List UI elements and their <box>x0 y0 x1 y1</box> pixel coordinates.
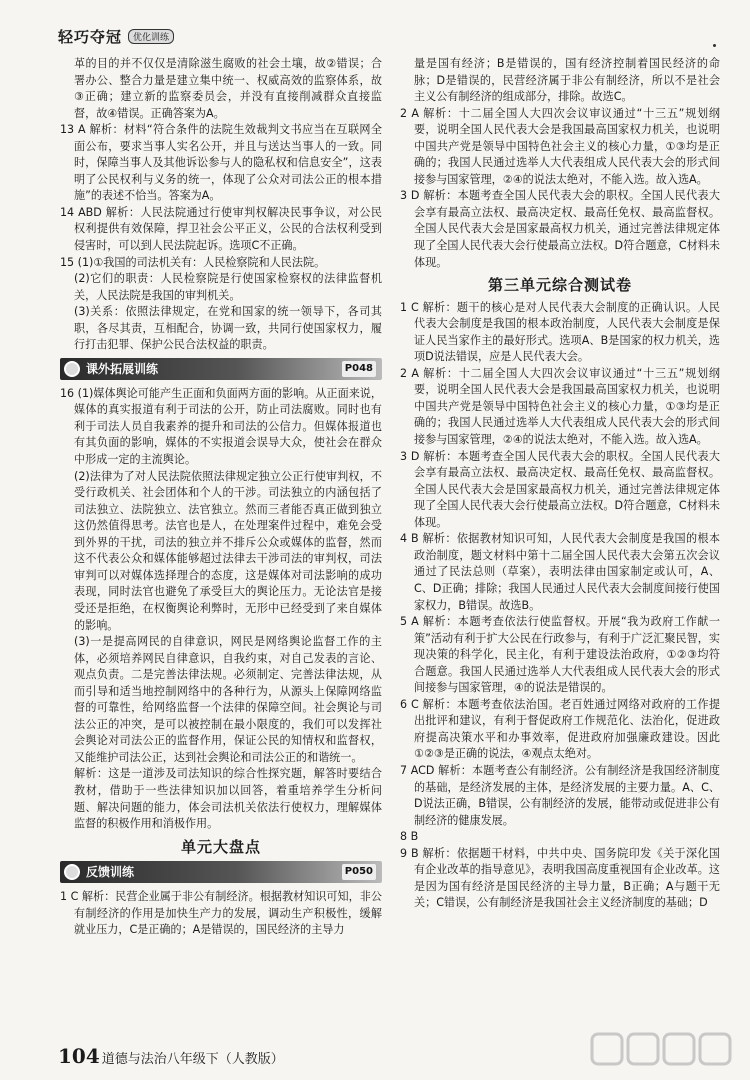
band-label: 反馈训练 <box>86 864 135 879</box>
answer-13: 13 A 解析：材料“符合条件的法院生效裁判文书应当在互联网全面公布，要求当事人实名公开，并且与送达当事人的一致。同时，保障当事人及其他诉讼参与人的隐私权和信息安全”，这表明了公民权利与义务的统一，体现了公众对司法公正的根本措施”的表述不恰当。答案为A。 <box>60 123 382 203</box>
section-title-review: 单元大盘点 <box>180 837 261 856</box>
answer-continued: 量是国有经济；B是错误的，国有经济控制着国民经济的命脉；D是错误的，民营经济属于非公有制经济，所以不是社会主义公有制经济的组成部分，排除。故选C。 <box>414 57 720 104</box>
left-column <box>60 56 382 939</box>
answer-15-2: (2)它们的职责：人民检察院是行使国家检察权的法律监督机关，人民法院是我国的审判机关。 <box>74 272 382 302</box>
answer-feedback-2: 2 A 解析：十二届全国人大四次会议审议通过“十三五”规划纲要，说明全国人民代表大会是我国最高国家权力机关，也说明中国共产党是领导中国特色社会主义的核心力量，①③均是正确的；我国人民通过选举人大代表组成人民代表大会的形式间接参与国家管理，②④的说法太绝对，不能入选。故入选A。 <box>400 106 720 186</box>
section-band-feedback <box>60 861 382 883</box>
answer-test-4: 4 B 解析：依据教材知识可知，人民代表大会制度是我国的根本政治制度，题文材料中第十二届全国人民代表大会第五次会议通过了民法总则（草案），表明法律由国家制定或认可，A、C、D正确；排除；我国人民通过人民代表大会制度间接行使国家权力，B错误。故选B。 <box>400 532 720 612</box>
answer-16-2: (2)法律为了对人民法院依照法律规定独立公正行使审判权，不受行政机关、社会团体和个人的干涉。司法独立的内涵包括了司法独立、法院独立、法官独立。然而三者能否真正做到独立这仍然值得思考。法官也是人，在处理案件过程中，难免会受到外界的干扰，司法的独立并不排斥公众或媒体的监督，然而这不代表公众和媒体能够超过法律去干涉司法的审判权，司法审判可以对媒体选择理合的态度，这是媒体对司法影响的成功表现，同时法官也避免了承受巨大的舆论压力。无论法官是接受还是拒绝，在权衡舆论利弊时，无形中已经受到了来自媒体的影响。 <box>74 469 382 632</box>
answer-test-8: 8 B <box>400 830 419 844</box>
page-reference: P048 <box>342 361 376 378</box>
page-reference: P050 <box>342 864 376 881</box>
answer-test-3: 3 D 解析：本题考查全国人民代表大会的职权。全国人民代表大会享有最高立法权、最高决定权、最高任免权、最高监督权。全国人民代表大会是国家最高权力机关，通过完善法律规定体现了全国人民代表大会行使最高立法权。D符合题意，C材料未体现。 <box>400 449 720 529</box>
answer-14: 14 ABD 解析：人民法院通过行使审判权解决民事争议，对公民权利提供有效保障，捍卫社会公平正义，公民的合法权利受到侵害时，可以到人民法院起诉。选项C不正确。 <box>60 205 382 253</box>
answer-15-1: 15 (1)①我国的司法机关有：人民检察院和人民法院。 <box>60 255 326 269</box>
ball-icon <box>64 864 80 880</box>
brand-tag: 优化训练 <box>128 29 174 44</box>
answer-16-3: (3)一是提高网民的自律意识，网民是网络舆论监督工作的主体，必须培养网民自律意识，自我约束，对自己发表的言论、观点负责。二是完善法律法规。必须制定、完善法律法规，从而引导和适当地控制网络中的各种行为，从源头上保障网络监督的可靠性，给网络监督一个法律的保障空间。社会舆论与司法公正的冲突，是可以被控制在最小限度的，我们可以发挥社会舆论对司法公正的监督作用，保证公民的知情权和监督权，又能维护司法公正，达到社会舆论和司法公正的和谐统一。 <box>74 635 382 764</box>
answer-16-note: 解析：这是一道涉及司法知识的综合性探究题，解答时要结合教材，借助于一些法律知识加以回答，着重培养学生分析问题、解决问题的能力，体会司法机关依法行使权力，理解媒体监督的积极作用和消极作用。 <box>74 767 382 831</box>
corner-mark <box>713 44 716 47</box>
page-number: 104 <box>58 1044 100 1068</box>
answer-test-5: 5 A 解析：本题考查依法行使监督权。开展“我为政府工作献一策”活动有利于扩大公民在行政参与，有利于广泛汇聚民智，实现决策的科学化，民主化，有利于建设法治政府，①②③均符合题意。我国人民通过选举人大代表组成人民代表大会的形式间接参与国家管理，④的说法是错误的。 <box>400 615 720 695</box>
watermark-logo <box>588 1028 738 1078</box>
answer-test-1: 1 C 解析：题干的核心是对人民代表大会制度的正确认识。人民代表大会制度是我国的根本政治制度，人民代表大会制度是保证人民当家作主的最好形式。选项A、B是国家的权力机关，选项D说法错误，应是人民代表大会。 <box>400 300 720 364</box>
right-column <box>400 56 720 912</box>
ball-icon <box>64 361 80 377</box>
page-header <box>58 26 174 47</box>
brand-logo: 轻巧夺冠 <box>58 28 123 46</box>
answer-test-2: 2 A 解析：十二届全国人大四次会议审议通过“十三五”规划纲要，说明全国人民代表大会是我国最高国家权力机关，也说明中国共产党是领导中国特色社会主义的核心力量，①③均是正确的；我国人民通过选举人大代表组成人民代表大会的形式间接参与国家管理，②④的说法太绝对，不能入选。故入选A。 <box>400 366 720 447</box>
book-title: 道德与法治八年级下（人教版） <box>101 1052 284 1067</box>
answer-test-6: 6 C 解析：本题考查依法治国。老百姓通过网络对政府的工作提出批评和建议，有利于督促政府工作规范化、法治化，促进政府提高决策水平和办事效率，促进政府加强廉政建设。因此①②③是正确的说法，④观点太绝对。 <box>400 697 720 761</box>
answer-15-3: (3)关系：依照法律规定，在党和国家的统一领导下，各司其职，各尽其责，互相配合，协调一致，共同行使国家权力，履行打击犯罪、保护公民合法权益的职责。 <box>74 305 382 352</box>
answer-feedback-3: 3 D 解析：本题考查全国人民代表大会的职权。全国人民代表大会享有最高立法权、最高决定权、最高任免权、最高监督权。全国人民代表大会是国家最高权力机关，通过完善法律规定体现了全国人民代表大会行使最高立法权。D符合题意，C材料未体现。 <box>400 189 720 269</box>
section-title-unit3: 第三单元综合测试卷 <box>487 276 632 295</box>
section-band-extension <box>60 358 382 380</box>
page-footer <box>58 1044 284 1068</box>
answer-16-1: 16 (1)媒体舆论可能产生正面和负面两方面的影响。从正面来说，媒体的真实报道有利于司法的公开，防止司法腐败。同时也有利于司法人员自我素养的提升和司法的公信力。但媒体报道也有其负面的影响，媒体的不实报道会误导大众，使社会在群众中形成一定的主流舆论。 <box>60 386 382 467</box>
band-label: 课外拓展训练 <box>86 361 159 376</box>
answer-test-9: 9 B 解析：依据题干材料，中共中央、国务院印发《关于深化国有企业改革的指导意见》，表明我国高度重视国有企业改革。这是因为国有经济是国民经济的主导力量，B正确；A与题干无关；C错误，公有制经济是我国社会主义经济制度的基础；D <box>400 846 720 910</box>
answer-feedback-1: 1 C 解析：民营企业属于非公有制经济。根据教材知识可知，非公有制经济的作用是加快生产力的发展，调动生产积极性，缓解就业压力，C是正确的；A是错误的，国民经济的主导力 <box>60 890 382 937</box>
answer-test-7: 7 ACD 解析：本题考查公有制经济。公有制经济是我国经济制度的基础，是经济发展的主体，是经济发展的主要力量。A、C、D说法正确，B错误，公有制经济的发展，能带动或促进非公有制经济的健康发展。 <box>400 763 720 827</box>
answer-continued: 革的目的并不仅仅是清除滋生腐败的社会土壤，故②错误；合署办公、整合力量是建立集中统一、权威高效的监察体系，故③正确；建立新的监察委员会，并没有直接削减群众直接监督，故④错误。正确答案为A。 <box>74 57 382 120</box>
